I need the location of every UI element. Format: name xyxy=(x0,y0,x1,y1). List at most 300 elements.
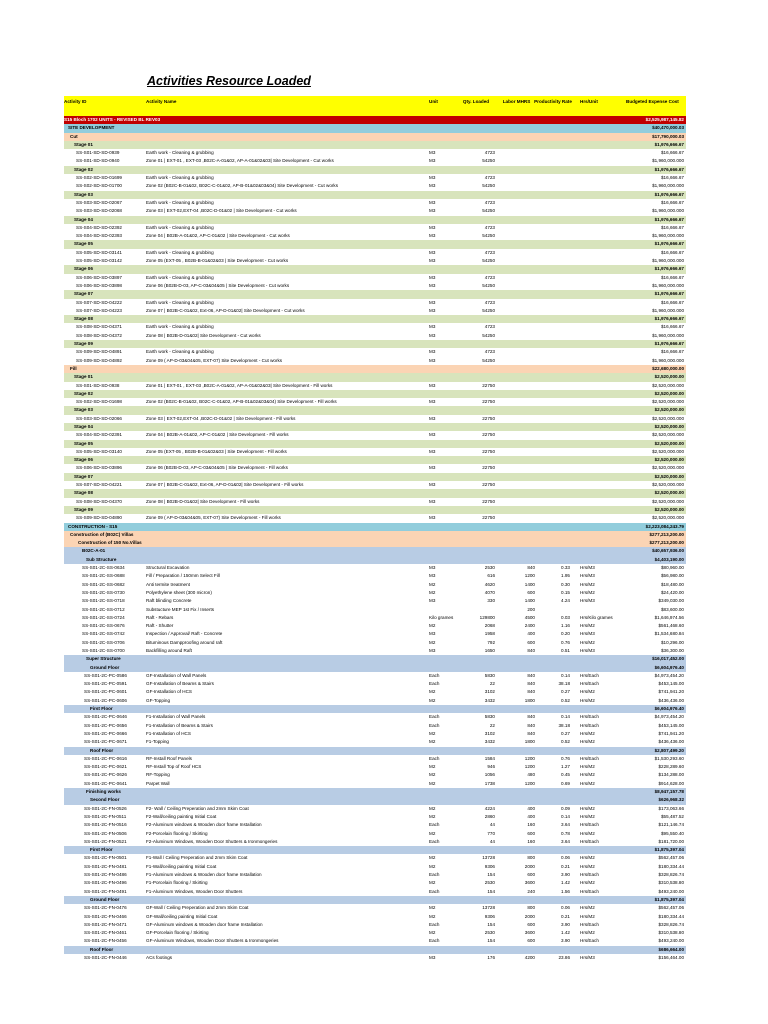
budget-cost-cell: $16,666.67 xyxy=(661,274,684,280)
unit-cell: M2 xyxy=(429,913,436,919)
budget-cost-cell: $2,520,000.000 xyxy=(652,515,684,521)
budget-cost-cell: $493,240.00 xyxy=(658,888,684,894)
activity-row xyxy=(64,871,686,879)
activity-name: F1-Installation of Wall Panels xyxy=(146,714,206,720)
activity-name: Raft blinding Concrete xyxy=(146,598,192,604)
activity-row xyxy=(64,697,686,705)
activity-name: F2-Aluminum windows & Wooden door frame Installation xyxy=(146,822,262,828)
activity-id: SS-S09-SD-SD-04892 xyxy=(76,357,122,363)
labor-mhrs-cell: 1800 xyxy=(524,739,535,745)
activity-name: Earth work - Cleaning & grubbing xyxy=(146,274,214,280)
unit-cell: M3 xyxy=(429,299,436,305)
hrs-unit-cell: Hrs/M2 xyxy=(580,639,595,645)
labor-mhrs-cell: 2000 xyxy=(524,863,535,869)
activity-id: SS-S01-2C-FN-0486 xyxy=(84,872,127,878)
activity-row xyxy=(64,763,686,771)
budget-cost-cell: $83,600.00 xyxy=(661,606,684,612)
activity-name: Zone 04 | B02B-A-01&02, AP-C-01&02 | Site Development - Cut works xyxy=(146,233,290,239)
hrs-unit-cell: Hrs/M2 xyxy=(580,772,595,778)
unit-cell: M2 xyxy=(429,855,436,861)
labor-mhrs-cell: 480 xyxy=(527,772,535,778)
activity-name: F2- Wall / Ceiling Preperation and 2mm Skim Coat xyxy=(146,805,249,811)
budget-cost-cell: $2,520,000.000 xyxy=(652,382,684,388)
activity-row xyxy=(64,954,686,962)
activity-id: SS-S01-2C-SS-0730 xyxy=(82,589,125,595)
activity-row xyxy=(64,299,686,307)
unit-cell: M3 xyxy=(429,357,436,363)
activity-id: SS-S01-2C-FN-0476 xyxy=(84,905,127,911)
activity-id: SS-S01-2C-FN-0516 xyxy=(84,822,127,828)
qty-loaded-cell: 4723 xyxy=(484,324,495,330)
budget-cost-cell: $741,941.20 xyxy=(658,689,684,695)
qty-loaded-cell: 4620 xyxy=(484,581,495,587)
qty-loaded-cell: 13728 xyxy=(482,905,495,911)
qty-loaded-cell: 154 xyxy=(487,938,495,944)
labor-mhrs-cell: 1800 xyxy=(524,697,535,703)
summary-label: Ground Floor xyxy=(90,896,120,902)
activity-id: SS-S01-2C-SS-0742 xyxy=(82,631,125,637)
summary-label: B02C-A-01 xyxy=(82,548,106,554)
budget-cost-cell: $180,334.44 xyxy=(658,863,684,869)
unit-cell: M3 xyxy=(429,382,436,388)
hrs-unit-cell: Hrs/M2 xyxy=(580,855,595,861)
productivity-cell: 0.51 xyxy=(561,648,570,653)
activity-name: Earth work - Cleaning & grubbing xyxy=(146,349,214,355)
qty-loaded-cell: 22750 xyxy=(482,448,495,454)
summary-label: Stage 02 xyxy=(74,390,93,396)
summary-label: Stage 05 xyxy=(74,440,93,446)
unit-cell: M2 xyxy=(429,863,436,869)
activity-name: F2-Porcelain flooring / Skirting xyxy=(146,830,208,836)
summary-cost: $686,664.00 xyxy=(658,946,684,952)
activity-name: Substucture MEP 1st Fix / Inserts xyxy=(146,606,215,612)
summary-row-group xyxy=(64,531,686,539)
activity-row xyxy=(64,382,686,390)
unit-cell: M3 xyxy=(429,448,436,454)
unit-cell: M3 xyxy=(429,598,436,604)
productivity-cell: 38.18 xyxy=(558,681,570,687)
qty-loaded-cell: 22750 xyxy=(482,415,495,421)
budget-cost-cell: $1,960,000.000 xyxy=(652,357,684,363)
summary-label: Stage 08 xyxy=(74,490,93,496)
budget-cost-cell: $741,941.20 xyxy=(658,730,684,736)
labor-mhrs-cell: 4500 xyxy=(524,614,535,620)
activity-row xyxy=(64,257,686,265)
activity-row xyxy=(64,722,686,730)
activity-id: SS-S01-2C-SS-0682 xyxy=(82,581,125,587)
labor-mhrs-cell: 840 xyxy=(527,722,535,728)
activity-name: Bituminous Dampproofing around raft xyxy=(146,639,223,645)
activity-name: Structural Excavation xyxy=(146,565,190,571)
activity-id: SS-S04-SD-SD-02391 xyxy=(76,432,122,438)
activity-row xyxy=(64,282,686,290)
unit-cell: M3 xyxy=(429,565,436,571)
activity-name: Earth work - Cleaning & grubbing xyxy=(146,175,214,181)
labor-mhrs-cell: 840 xyxy=(527,730,535,736)
summary-row-stage xyxy=(64,440,686,448)
summary-cost: $2,520,000.00 xyxy=(654,390,684,396)
budget-cost-cell: $561,468.60 xyxy=(658,623,684,629)
summary-label: Super Structure xyxy=(86,656,121,662)
activity-id: SS-S05-SD-SD-03140 xyxy=(76,448,122,454)
summary-label: Stage 05 xyxy=(74,241,93,247)
unit-cell: M2 xyxy=(429,813,436,819)
summary-cost: $2,807,499.20 xyxy=(654,747,684,753)
qty-loaded-cell: 792 xyxy=(487,639,495,645)
activity-row xyxy=(64,830,686,838)
activity-name: Zone 07 | B02B-C-01&02, Ext-06, AP-D-01&02| Site Development - Cut works xyxy=(146,307,305,313)
unit-cell: M3 xyxy=(429,648,436,653)
qty-loaded-cell: 4723 xyxy=(484,224,495,230)
activity-id: SS-S05-SD-SD-03141 xyxy=(76,249,122,255)
summary-row-subgroup xyxy=(64,788,686,796)
activity-row xyxy=(64,622,686,630)
activity-id: SS-S01-2C-PC-0666 xyxy=(84,730,127,736)
summary-label: CONSTRUCTION - S15 xyxy=(68,523,118,529)
summary-label: Roof Floor xyxy=(90,747,114,753)
unit-cell: M3 xyxy=(429,482,436,488)
summary-cost: $2,520,000.00 xyxy=(654,506,684,512)
labor-mhrs-cell: 400 xyxy=(527,805,535,811)
activity-row xyxy=(64,199,686,207)
hrs-unit-cell: Hrs/M2 xyxy=(580,689,595,695)
activity-row xyxy=(64,921,686,929)
summary-cost: $1,976,666.67 xyxy=(654,316,684,322)
activity-id: SS-S01-2C-FN-0506 xyxy=(84,830,127,836)
activity-name: Raft - Shutter xyxy=(146,623,174,629)
unit-cell: M3 xyxy=(429,183,436,189)
labor-mhrs-cell: 4200 xyxy=(524,954,535,960)
summary-label: Sub Structure xyxy=(86,556,117,562)
productivity-cell: 0.09 xyxy=(561,805,570,811)
table-header-row xyxy=(64,96,686,116)
qty-loaded-cell: 22750 xyxy=(482,482,495,488)
summary-label: Stage 08 xyxy=(74,316,93,322)
activity-id: SS-S01-2C-FN-0491 xyxy=(84,888,127,894)
labor-mhrs-cell: 840 xyxy=(527,681,535,687)
activity-id: SS-S01-2C-FN-0471 xyxy=(84,921,127,927)
unit-cell: M3 xyxy=(429,349,436,355)
activity-row xyxy=(64,879,686,887)
activity-row xyxy=(64,630,686,638)
activity-name: Raft - Rebars xyxy=(146,614,174,620)
activity-row xyxy=(64,332,686,340)
hrs-unit-cell: Hrs/M2 xyxy=(580,739,595,745)
activity-row xyxy=(64,323,686,331)
activity-id: SS-S02-SD-SD-01699 xyxy=(76,175,122,181)
activity-name: RF-Install Top of Roof HCS xyxy=(146,764,202,770)
summary-label: Stage 02 xyxy=(74,166,93,172)
summary-cost: $1,976,666.67 xyxy=(654,341,684,347)
summary-cost: $2,520,000.00 xyxy=(654,490,684,496)
unit-cell: M2 xyxy=(429,739,436,745)
budget-cost-cell: $121,146.74 xyxy=(658,822,684,828)
activity-row xyxy=(64,688,686,696)
budget-cost-cell: $228,289.60 xyxy=(658,764,684,770)
unit-cell: M2 xyxy=(429,780,436,786)
budget-cost-cell: $2,520,000.000 xyxy=(652,399,684,405)
summary-cost: $2,520,000.00 xyxy=(654,473,684,479)
hrs-unit-cell: Hrs/M2 xyxy=(580,780,595,786)
qty-loaded-cell: 946 xyxy=(487,764,495,770)
activity-name: Inspection / Approval/ Raft - Concrete xyxy=(146,631,223,637)
summary-row-project xyxy=(64,116,686,124)
hrs-unit-cell: Hrs/Each xyxy=(580,822,599,828)
activity-id: SS-S06-SD-SD-03896 xyxy=(76,465,122,471)
activity-name: GF-Installation of HCS xyxy=(146,689,192,695)
hrs-unit-cell: Hrs/Each xyxy=(580,888,599,894)
budget-cost-cell: $562,457.06 xyxy=(658,855,684,861)
activity-id: SS-S01-2C-FN-0446 xyxy=(84,954,127,960)
budget-cost-cell: $2,520,000.000 xyxy=(652,498,684,504)
header-activity-name: Activity Name xyxy=(146,99,177,104)
summary-cost: $4,403,190.00 xyxy=(654,556,684,562)
activity-row xyxy=(64,780,686,788)
summary-cost: $6,604,976.40 xyxy=(654,706,684,712)
qty-loaded-cell: 54250 xyxy=(482,258,495,264)
activity-id: SS-S01-2C-FN-0511 xyxy=(84,813,127,819)
labor-mhrs-cell: 2400 xyxy=(524,623,535,629)
unit-cell: M3 xyxy=(429,258,436,264)
unit-cell: M2 xyxy=(429,930,436,936)
activity-id: SS-S08-SD-SD-04371 xyxy=(76,324,122,330)
hrs-unit-cell: Hrs/M3 xyxy=(580,648,595,653)
activity-row xyxy=(64,805,686,813)
unit-cell: M3 xyxy=(429,307,436,313)
activity-row xyxy=(64,854,686,862)
labor-mhrs-cell: 600 xyxy=(527,921,535,927)
summary-row-stage xyxy=(64,141,686,149)
activity-id: SS-S01-2C-PC-0656 xyxy=(84,722,127,728)
activity-name: F1-Wall / Ceiling Preperation and 2mm Skim Coat xyxy=(146,855,248,861)
unit-cell: M3 xyxy=(429,158,436,164)
unit-cell: M3 xyxy=(429,224,436,230)
activity-name: Zone 02 (B02C-B-01&02, B02C-C-01&02, AP-B-01&02&03&04) Site Development - Cut works xyxy=(146,183,339,189)
activity-row xyxy=(64,514,686,522)
hrs-unit-cell: Hrs/M2 xyxy=(580,905,595,911)
activity-name: F1-Wall/ceiling painting Initial Coat xyxy=(146,863,217,869)
activity-row xyxy=(64,838,686,846)
summary-row-stage xyxy=(64,265,686,273)
labor-mhrs-cell: 600 xyxy=(527,830,535,836)
summary-cost: $22,680,000.00 xyxy=(652,365,684,371)
header-labor-mhrs: Labor MHRS xyxy=(502,99,531,104)
productivity-cell: 1.27 xyxy=(561,764,570,770)
activity-id: SS-S01-2C-SS-0718 xyxy=(82,598,125,604)
qty-loaded-cell: 1650 xyxy=(484,648,495,653)
qty-loaded-cell: 2530 xyxy=(484,565,495,571)
summary-label: Construction of (B02C) Villas xyxy=(70,531,134,537)
hrs-unit-cell: Hrs/M3 xyxy=(580,565,595,571)
activity-id: SS-S01-2C-FN-0501 xyxy=(84,855,127,861)
qty-loaded-cell: 9306 xyxy=(484,863,495,869)
unit-cell: M2 xyxy=(429,730,436,736)
productivity-cell: 0.76 xyxy=(561,755,570,761)
activity-id: SS-S01-SD-SD-0940 xyxy=(76,158,120,164)
activity-id: SS-S01-2C-SS-0706 xyxy=(82,639,125,645)
budget-cost-cell: $1,960,000.000 xyxy=(652,233,684,239)
unit-cell: Each xyxy=(429,672,440,678)
activity-id: SS-S01-2C-PC-0601 xyxy=(84,689,127,695)
activity-name: Earth work - Cleaning & grubbing xyxy=(146,150,214,156)
labor-mhrs-cell: 840 xyxy=(527,565,535,571)
qty-loaded-cell: 5830 xyxy=(484,672,495,678)
labor-mhrs-cell: 840 xyxy=(527,689,535,695)
activity-name: F2-Wall/ceiling painting Initial Coat xyxy=(146,813,217,819)
productivity-cell: 0.76 xyxy=(561,639,570,645)
budget-cost-cell: $1,960,000.000 xyxy=(652,332,684,338)
summary-cost: $1,875,397.04 xyxy=(654,847,684,853)
budget-cost-cell: $4,973,454.20 xyxy=(654,672,684,678)
activity-row xyxy=(64,581,686,589)
budget-cost-cell: $16,666.67 xyxy=(661,150,684,156)
hrs-unit-cell: Hrs/Each xyxy=(580,672,599,678)
activity-id: SS-S01-2C-PC-0586 xyxy=(84,672,127,678)
activity-row xyxy=(64,498,686,506)
hrs-unit-cell: Hrs/M3 xyxy=(580,954,595,960)
labor-mhrs-cell: 840 xyxy=(527,648,535,653)
qty-loaded-cell: 4723 xyxy=(484,274,495,280)
activity-name: F1-Installation of Beams & Stairs xyxy=(146,722,213,728)
productivity-cell: 23.86 xyxy=(558,954,570,960)
productivity-cell: 0.03 xyxy=(561,614,570,620)
summary-row-stage xyxy=(64,340,686,348)
activity-id: SS-S01-2C-PC-0626 xyxy=(84,772,127,778)
qty-loaded-cell: 22750 xyxy=(482,399,495,405)
productivity-cell: 1.16 xyxy=(561,623,570,629)
qty-loaded-cell: 2530 xyxy=(484,930,495,936)
activity-name: Earth work - Cleaning & grubbing xyxy=(146,199,214,205)
hrs-unit-cell: Hrs/M3 xyxy=(580,631,595,637)
activity-name: ACs footings xyxy=(146,954,173,960)
activity-name: Zone 03 | EXT-02,EXT-04 ,B02C-D-01&02 | Site Development - Fill works xyxy=(146,415,296,421)
budget-cost-cell: $2,520,000.000 xyxy=(652,482,684,488)
activity-id: SS-S01-2C-SS-0634 xyxy=(82,565,125,571)
unit-cell: M2 xyxy=(429,581,436,587)
activity-row xyxy=(64,929,686,937)
unit-cell: M3 xyxy=(429,573,436,579)
hrs-unit-cell: Hrs/M2 xyxy=(580,813,595,819)
summary-cost: $2,520,000.00 xyxy=(654,440,684,446)
summary-row-stage xyxy=(64,456,686,464)
unit-cell: M3 xyxy=(429,208,436,214)
qty-loaded-cell: 54250 xyxy=(482,307,495,313)
qty-loaded-cell: 4224 xyxy=(484,805,495,811)
labor-mhrs-cell: 200 xyxy=(527,606,535,612)
productivity-cell: 1.42 xyxy=(561,930,570,936)
labor-mhrs-cell: 3600 xyxy=(524,880,535,886)
activity-id: SS-S01-2C-SS-0724 xyxy=(82,614,125,620)
qty-loaded-cell: 770 xyxy=(487,830,495,836)
table-body xyxy=(64,116,686,962)
activity-row xyxy=(64,572,686,580)
qty-loaded-cell: 4723 xyxy=(484,299,495,305)
budget-cost-cell: $1,646,974.56 xyxy=(654,614,684,620)
summary-label: Roof Floor xyxy=(90,946,114,952)
activity-id: SS-S07-SD-SD-04222 xyxy=(76,299,122,305)
productivity-cell: 3.64 xyxy=(561,822,570,828)
qty-loaded-cell: 2068 xyxy=(484,623,495,629)
qty-loaded-cell: 129800 xyxy=(479,614,495,620)
budget-cost-cell: $1,530,293.60 xyxy=(654,755,684,761)
summary-cost: $1,976,666.67 xyxy=(654,241,684,247)
activity-id: SS-S06-SD-SD-03898 xyxy=(76,282,122,288)
activity-id: SS-S09-SD-SD-04891 xyxy=(76,349,122,355)
summary-label: Cut xyxy=(70,133,78,139)
hrs-unit-cell: Hrs/M2 xyxy=(580,880,595,886)
activity-id: SS-S01-2C-FN-0496 xyxy=(84,880,127,886)
activity-row xyxy=(64,821,686,829)
hrs-unit-cell: Hrs/Kilo grames xyxy=(580,614,613,620)
summary-label: Stage 09 xyxy=(74,506,93,512)
productivity-cell: 0.78 xyxy=(561,830,570,836)
budget-cost-cell: $310,538.80 xyxy=(658,930,684,936)
activity-row xyxy=(64,348,686,356)
unit-cell: M2 xyxy=(429,772,436,778)
activity-row xyxy=(64,274,686,282)
activity-row xyxy=(64,157,686,165)
summary-row-stage xyxy=(64,216,686,224)
qty-loaded-cell: 54250 xyxy=(482,282,495,288)
activity-name: Earth work - Cleaning & grubbing xyxy=(146,299,214,305)
budget-cost-cell: $914,628.00 xyxy=(658,780,684,786)
activity-id: SS-S01-2C-PC-0646 xyxy=(84,714,127,720)
activity-row xyxy=(64,224,686,232)
activity-id: SS-S07-SD-SD-04221 xyxy=(76,482,122,488)
activity-name: GF-Porcelain flooring / Skirting xyxy=(146,930,209,936)
summary-cost: $2,525,987,145.82 xyxy=(645,117,684,122)
summary-row-subgroup xyxy=(64,747,686,755)
labor-mhrs-cell: 600 xyxy=(527,589,535,595)
unit-cell: M3 xyxy=(429,274,436,280)
unit-cell: M3 xyxy=(429,415,436,421)
summary-cost: $1,976,666.67 xyxy=(654,291,684,297)
activity-id: SS-S01-2C-FN-0481 xyxy=(84,863,127,869)
activity-row xyxy=(64,207,686,215)
budget-cost-cell: $1,960,000.000 xyxy=(652,158,684,164)
unit-cell: Each xyxy=(429,888,440,894)
summary-label: Construction of 150 No.Villas xyxy=(78,540,142,546)
summary-cost: $6,604,976.40 xyxy=(654,664,684,670)
productivity-cell: 0.30 xyxy=(561,581,570,587)
activity-row xyxy=(64,398,686,406)
labor-mhrs-cell: 240 xyxy=(527,888,535,894)
productivity-cell: 0.14 xyxy=(561,714,570,720)
activity-id: SS-S01-2C-FN-0526 xyxy=(84,805,127,811)
summary-label: Stage 01 xyxy=(74,141,93,147)
unit-cell: M3 xyxy=(429,150,436,156)
activity-row xyxy=(64,730,686,738)
budget-cost-cell: $80,960.00 xyxy=(661,565,684,571)
budget-cost-cell: $310,538.80 xyxy=(658,880,684,886)
activity-name: Backfilling around Raft xyxy=(146,648,192,653)
summary-label: Second Floor xyxy=(90,797,120,803)
activity-name: F1-Installation of HCS xyxy=(146,730,191,736)
activity-row xyxy=(64,937,686,945)
summary-row-subgroup xyxy=(64,846,686,854)
labor-mhrs-cell: 2000 xyxy=(524,913,535,919)
budget-cost-cell: $156,464.00 xyxy=(658,954,684,960)
activity-id: SS-S04-SD-SD-02392 xyxy=(76,224,122,230)
productivity-cell: 0.69 xyxy=(561,780,570,786)
productivity-cell: 3.90 xyxy=(561,872,570,878)
activity-id: SS-S01-2C-PC-0621 xyxy=(84,764,127,770)
labor-mhrs-cell: 840 xyxy=(527,672,535,678)
budget-cost-cell: $453,145.00 xyxy=(658,722,684,728)
qty-loaded-cell: 154 xyxy=(487,888,495,894)
hrs-unit-cell: Hrs/Each xyxy=(580,755,599,761)
summary-row-group xyxy=(64,365,686,373)
